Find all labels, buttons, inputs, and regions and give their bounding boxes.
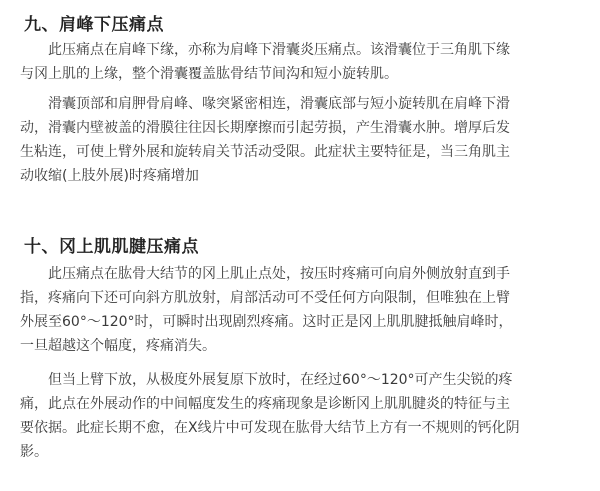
paragraph xyxy=(20,262,580,358)
text-line: 指，疼痛向下还可向斜方肌放射，肩部活动可不受任何方向限制，但唯独在上臂 xyxy=(20,290,510,306)
text-line: 要依据。此症长期不愈，在X线片中可发现在肱骨大结节上方有一不规则的钙化阴 xyxy=(20,420,520,436)
text-line: 痛，此点在外展动作的中间幅度发生的疼痛现象是诊断冈上肌肌腱炎的特征与主 xyxy=(20,396,510,412)
text-line: 滑囊顶部和肩胛骨肩峰、喙突紧密相连，滑囊底部与短小旋转肌在肩峰下滑 xyxy=(48,96,510,112)
section-heading: 九、肩峰下压痛点 xyxy=(24,15,164,35)
text-line: 生粘连，可使上臂外展和旋转肩关节活动受限。此症状主要特征是，当三角肌主 xyxy=(20,144,510,160)
text-line: 动收缩(上肢外展)时疼痛增加 xyxy=(20,168,199,184)
text-line: 与冈上肌的上缘，整个滑囊覆盖肱骨结节间沟和短小旋转肌。 xyxy=(20,66,398,82)
paragraph xyxy=(20,368,580,464)
text-line: 外展至60°～120°时，可瞬时出现剧烈疼痛。这时正是冈上肌肌腱抵触肩峰时， xyxy=(20,314,513,330)
paragraph xyxy=(20,92,580,188)
text-line: 但当上臂下放，从极度外展复原下放时，在经过60°～120°可产生尖锐的疼 xyxy=(48,372,513,388)
section-heading: 十、冈上肌肌腱压痛点 xyxy=(24,237,199,257)
text-line: 一旦超越这个幅度，疼痛消失。 xyxy=(20,338,216,354)
text-line: 此压痛点在肱骨大结节的冈上肌止点处，按压时疼痛可向肩外侧放射直到手 xyxy=(48,266,510,282)
text-line: 影。 xyxy=(20,444,48,460)
paragraph xyxy=(20,38,580,86)
text-line: 动，滑囊内壁被盖的滑膜往往因长期摩擦而引起劳损，产生滑囊水肿。增厚后发 xyxy=(20,120,510,136)
text-line: 此压痛点在肩峰下缘，亦称为肩峰下滑囊炎压痛点。该滑囊位于三角肌下缘 xyxy=(48,42,510,58)
